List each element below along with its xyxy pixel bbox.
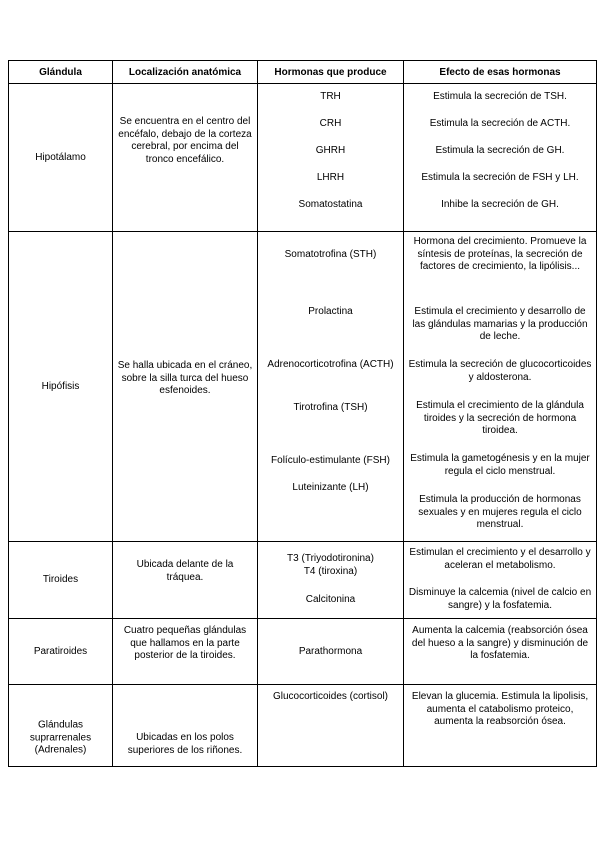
hormones-cell (258, 232, 404, 542)
location-cell (113, 542, 258, 619)
gland-name: Hipotálamo (35, 151, 86, 163)
effect-item: Estimulan el crecimiento y el desarrollo y aceleran el metabolismo. (409, 547, 591, 571)
hormones-cell (258, 619, 404, 685)
hormone-item: Somatostatina (298, 199, 363, 210)
gland-cell (9, 232, 113, 542)
location-text: Se encuentra en el centro del encéfalo, debajo de la corteza cerebral, por encima del tronco encefálico. (118, 116, 252, 165)
location-cell (113, 685, 258, 767)
gland-cell (9, 542, 113, 619)
hormone-item: Tirotrofina (TSH) (293, 402, 368, 413)
gland-name: Tiroides (42, 573, 79, 585)
gland-name: Glándulas suprarrenales (Adrenales) (29, 719, 92, 756)
gland-name: Hipófisis (41, 380, 80, 392)
effect-item: Estimula la secreción de TSH. (433, 91, 567, 102)
table-row (9, 619, 597, 685)
effect-item: Estimula la producción de hormonas sexuales y en mujeres regula el ciclo menstrual. (418, 494, 582, 530)
hormone-item: Calcitonina (305, 594, 356, 605)
hormone-item: Somatotrofina (STH) (284, 249, 377, 260)
location-text: Se halla ubicada en el cráneo, sobre la silla turca del hueso esfenoides. (117, 360, 253, 396)
table-row (9, 84, 597, 232)
header-efecto: Efecto de esas hormonas (404, 61, 597, 84)
table-row (9, 542, 597, 619)
hormone-item: Parathormona (298, 645, 363, 657)
header-glandula: Glándula (9, 61, 113, 84)
location-cell (113, 619, 258, 685)
gland-name: Paratiroides (33, 645, 88, 657)
hormones-cell (258, 542, 404, 619)
endocrine-glands-table (8, 60, 597, 767)
hormone-item: GHRH (315, 145, 346, 156)
effect-item: Inhibe la secreción de GH. (441, 199, 559, 210)
hormone-item: T3 (Triyodotironina) (287, 553, 374, 564)
effect-item: Estimula la secreción de FSH y LH. (421, 172, 579, 183)
gland-cell (9, 619, 113, 685)
location-text: Cuatro pequeñas glándulas que hallamos en la parte posterior de la tiroides. (123, 625, 247, 661)
effect-item: Estimula la secreción de glucocorticoides y aldosterona. (408, 359, 592, 383)
effect-item: Estimula el crecimiento y desarrollo de las glándulas mamarias y la producción de leche. (412, 306, 588, 342)
effect-item: Estimula el crecimiento de la glándula tiroides y la secreción de hormona tiroidea. (416, 400, 584, 436)
table-header-row (9, 61, 597, 84)
hormone-item: CRH (319, 118, 342, 129)
effect-item: Hormona del crecimiento. Promueve la síntesis de proteínas, la secreción de factores de crecimiento, la lipólisis... (413, 236, 587, 272)
hormone-item: T4 (tiroxina) (303, 566, 358, 577)
hormone-item: Folículo-estimulante (FSH) (271, 455, 390, 466)
effects-cell (404, 619, 597, 685)
header-hormonas: Hormonas que produce (258, 61, 404, 84)
effects-cell (404, 685, 597, 767)
effect-item: Estimula la secreción de GH. (435, 145, 565, 156)
hormone-item: LHRH (316, 172, 345, 183)
effect-item: Elevan la glucemia. Estimula la lipolisis, aumenta el catabolismo proteico, aumenta la reabsorción ósea. (411, 691, 589, 727)
location-text: Ubicada delante de la tráquea. (136, 559, 234, 583)
gland-cell (9, 685, 113, 767)
effect-item: Aumenta la calcemia (reabsorción ósea del hueso a la sangre) y disminución de la fosfatemia. (411, 625, 589, 661)
table-row (9, 232, 597, 542)
hormone-item: Adrenocorticotrofina (ACTH) (267, 359, 394, 370)
hormone-item: Glucocorticoides (cortisol) (272, 691, 389, 702)
effect-item: Estimula la gametogénesis y en la mujer regula el ciclo menstrual. (410, 453, 590, 477)
location-text: Ubicadas en los polos superiores de los riñones. (127, 732, 243, 756)
effects-cell (404, 542, 597, 619)
effect-item: Disminuye la calcemia (nivel de calcio en sangre) y la fosfatemia. (408, 587, 592, 611)
effects-cell (404, 232, 597, 542)
header-localizacion: Localización anatómica (113, 61, 258, 84)
gland-cell (9, 84, 113, 232)
table-row (9, 685, 597, 767)
location-cell (113, 232, 258, 542)
hormone-item: Luteinizante (LH) (292, 482, 369, 493)
effects-cell (404, 84, 597, 232)
location-cell (113, 84, 258, 232)
hormone-item: Prolactina (308, 306, 353, 317)
hormones-cell (258, 685, 404, 767)
effect-item: Estimula la secreción de ACTH. (429, 118, 571, 129)
hormone-item: TRH (320, 91, 341, 102)
hormones-cell (258, 84, 404, 232)
